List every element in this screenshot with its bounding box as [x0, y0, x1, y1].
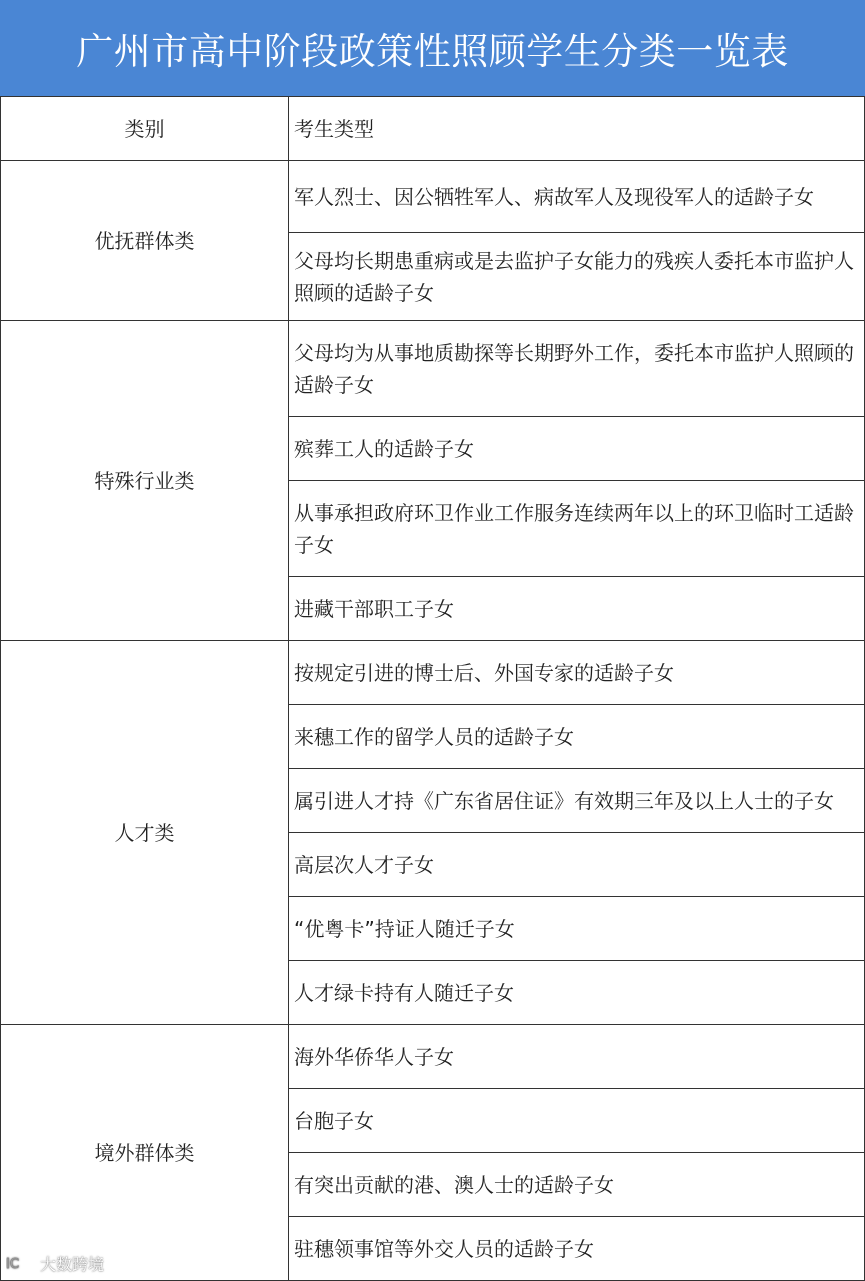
- watermark-logo-icon: [6, 1254, 36, 1272]
- category-cell: 人才类: [1, 641, 289, 1025]
- watermark: [6, 1251, 104, 1275]
- type-cell: 高层次人才子女: [289, 833, 865, 897]
- type-cell: 来穗工作的留学人员的适龄子女: [289, 705, 865, 769]
- table-row: [1, 321, 865, 417]
- type-cell: 军人烈士、因公牺牲军人、病故军人及现役军人的适龄子女: [289, 161, 865, 233]
- category-cell: 特殊行业类: [1, 321, 289, 641]
- title-bar: [0, 0, 865, 96]
- type-cell: 父母均为从事地质勘探等长期野外工作，委托本市监护人照顾的适龄子女: [289, 321, 865, 417]
- type-cell: 海外华侨华人子女: [289, 1025, 865, 1089]
- type-cell: 父母均长期患重病或是去监护子女能力的残疾人委托本市监护人照顾的适龄子女: [289, 233, 865, 321]
- header-category: 类别: [1, 97, 289, 161]
- type-cell: 属引进人才持《广东省居住证》有效期三年及以上人士的子女: [289, 769, 865, 833]
- table-header-row: [1, 97, 865, 161]
- header-type: 考生类型: [289, 97, 865, 161]
- table-row: [1, 161, 865, 233]
- table-row: [1, 1025, 865, 1089]
- type-cell: 有突出贡献的港、澳人士的适龄子女: [289, 1153, 865, 1217]
- type-cell: 人才绿卡持有人随迁子女: [289, 961, 865, 1025]
- policy-table: [0, 96, 865, 1281]
- type-cell: 殡葬工人的适龄子女: [289, 417, 865, 481]
- type-cell: 台胞子女: [289, 1089, 865, 1153]
- category-cell: 境外群体类: [1, 1025, 289, 1281]
- type-cell: 从事承担政府环卫作业工作服务连续两年以上的环卫临时工适龄子女: [289, 481, 865, 577]
- type-cell: 进藏干部职工子女: [289, 577, 865, 641]
- watermark-text: 大数跨境: [40, 1254, 105, 1274]
- category-cell: 优抚群体类: [1, 161, 289, 321]
- svg-text:IC: IC: [6, 1257, 19, 1272]
- type-cell: “优粤卡”持证人随迁子女: [289, 897, 865, 961]
- type-cell: 驻穗领事馆等外交人员的适龄子女: [289, 1217, 865, 1281]
- table-row: [1, 641, 865, 705]
- type-cell: 按规定引进的博士后、外国专家的适龄子女: [289, 641, 865, 705]
- page-title: 广州市高中阶段政策性照顾学生分类一览表: [76, 30, 789, 73]
